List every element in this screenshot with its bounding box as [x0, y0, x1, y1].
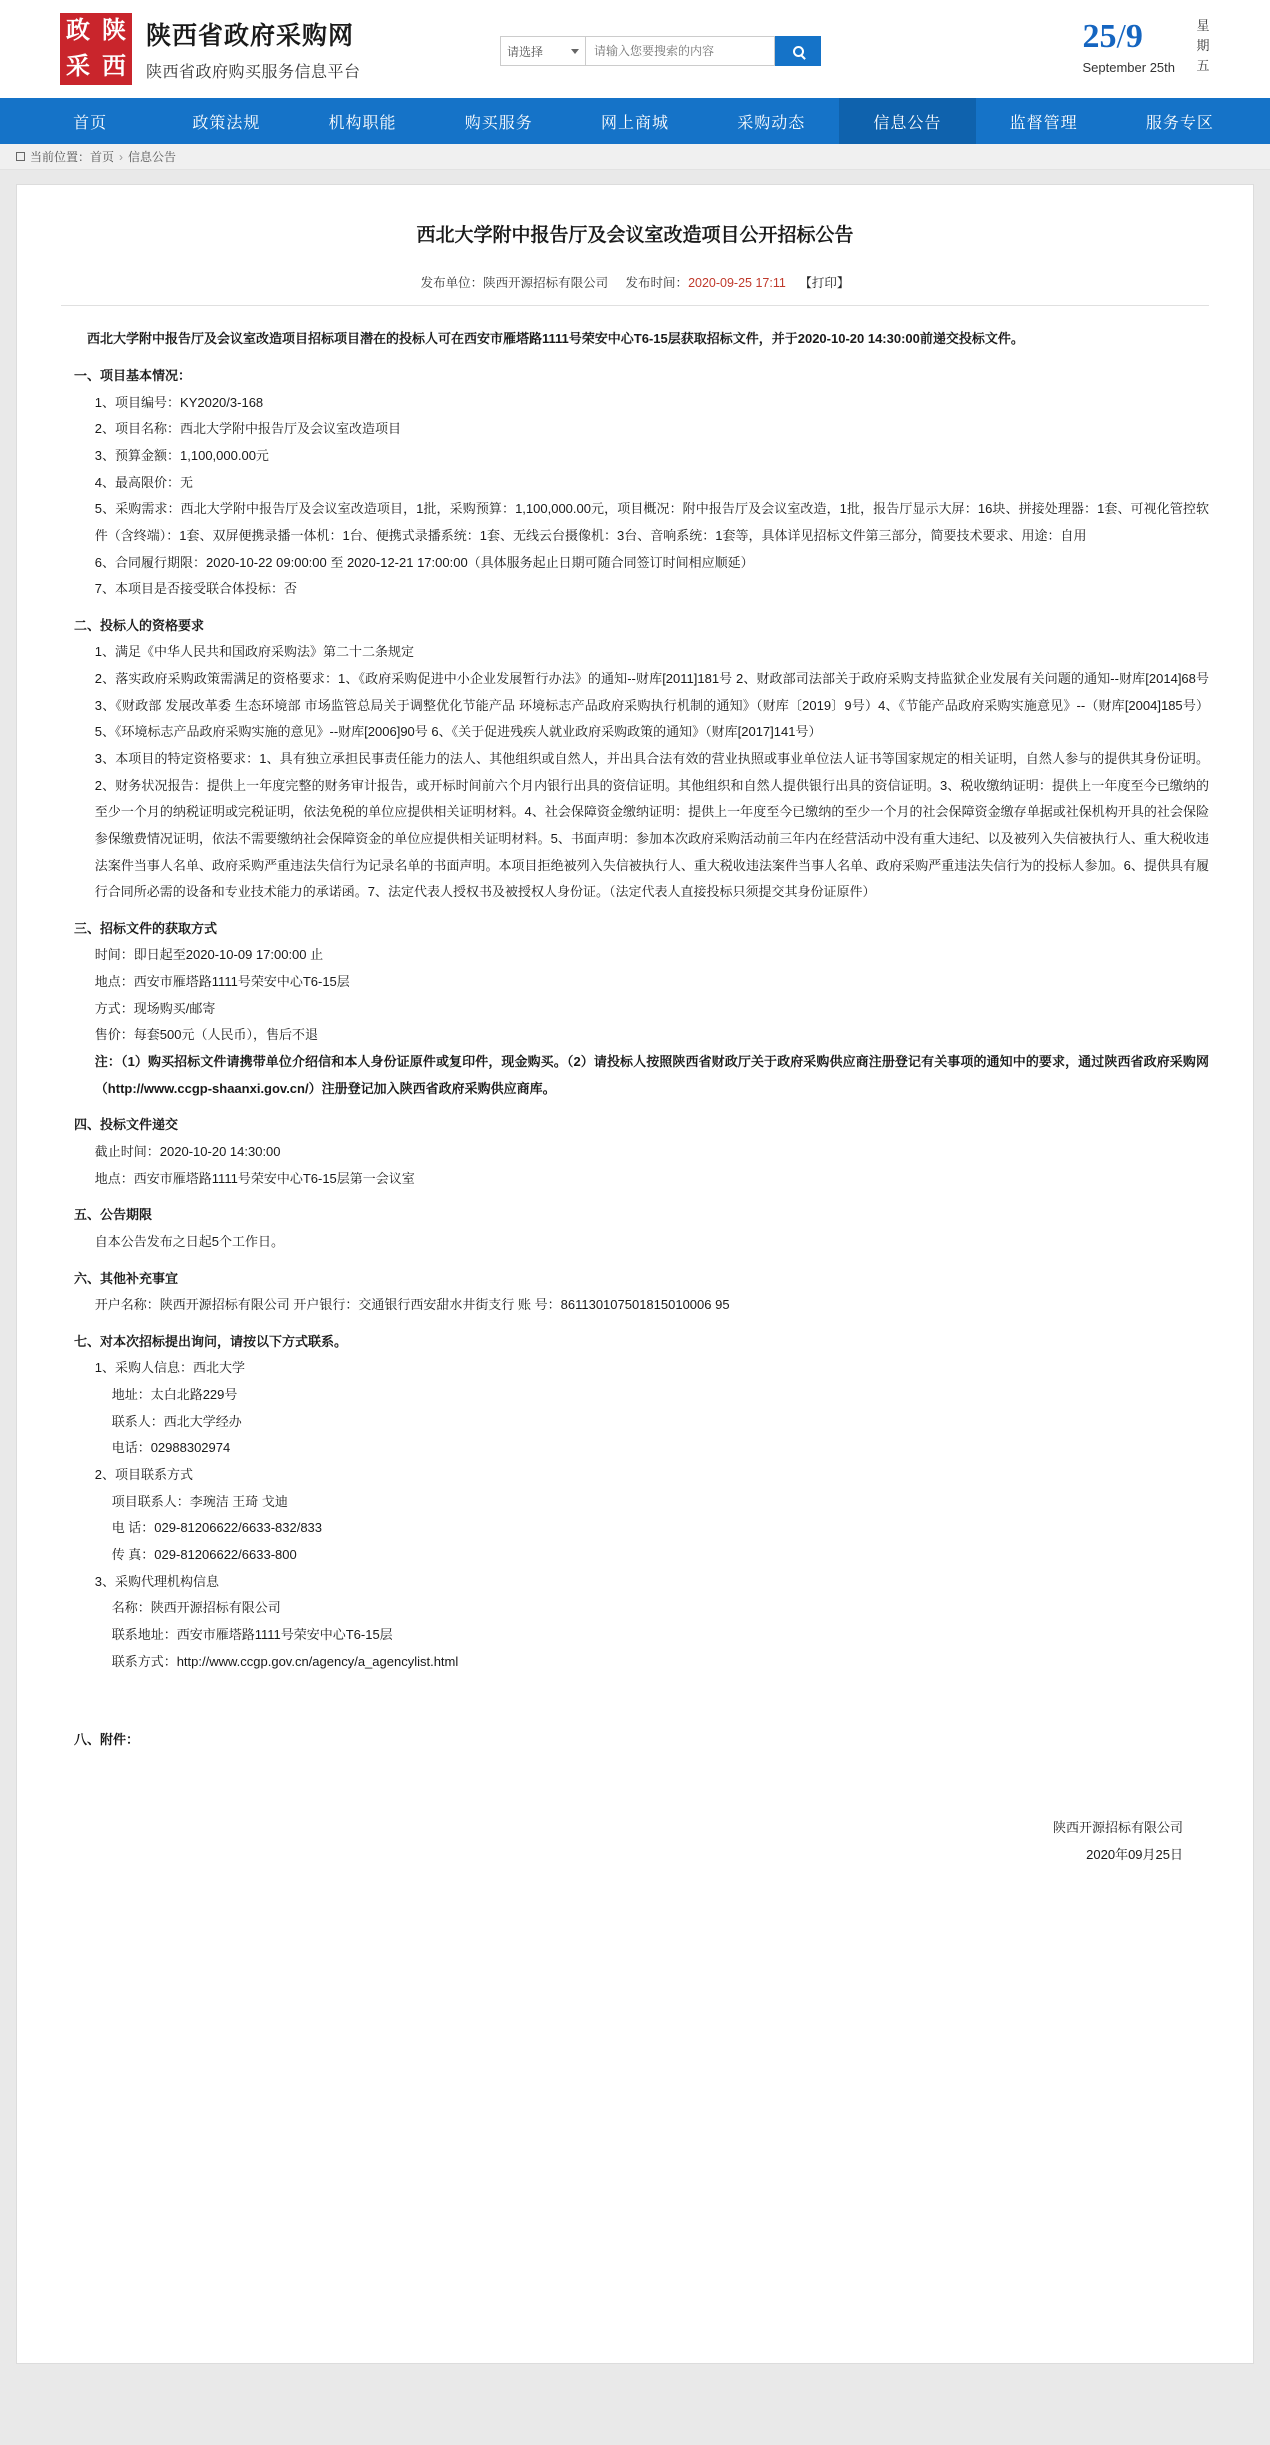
section-heading-5: 五、公告期限	[74, 1207, 153, 1223]
publisher-label: 发布单位：	[420, 276, 484, 291]
date-display	[1082, 20, 1175, 75]
section-2-item-3: 3、本项目的特定资格要求：1、具有独立承担民事责任能力的法人、其他组织或自然人，并出具合法有效的营业执照或事业单位法人证书等国家规定的相关证明，自然人参与的提供其身份证明。2、财务状况报告：提供上一年度完整的财务审计报告，或开标时间前六个月内银行出具的资信证明。其他组织和自然人提供银行出具的资信证明。3、税收缴纳证明：提供上一年度至今已缴纳的至少一个月的纳税证明或完税证明，依法免税的单位应提供相关证明材料。4、社会保障资金缴纳证明：提供上一年度至今已缴纳的至少一个月的社会保障资金缴存单据或社保机构开具的社会保险参保缴费情况证明，依法不需要缴纳社会保障资金的单位应提供相关证明材料。5、书面声明：参加本次政府采购活动前三年内在经营活动中没有重大违纪、以及被列入失信被执行人、重大税收违法案件当事人名单、政府采购严重违法失信行为记录名单的书面声明。本项目拒绝被列入失信被执行人、重大税收违法案件当事人名单、政府采购严重违法失信行为的投标人参加。6、提供具有履行合同所必需的设备和专业技术能力的承诺函。7、法定代表人授权书及被授权人身份证。（法定代表人直接投标只须提交其身份证原件）	[94, 751, 1209, 900]
breadcrumb-item-announcements[interactable]: 信息公告	[128, 150, 177, 164]
main-nav	[0, 98, 1270, 144]
nav-item-online-mall[interactable]: 网上商城	[600, 114, 669, 132]
site-subtitle: 陕西省政府购买服务信息平台	[146, 64, 361, 81]
section-3-item-3: 方式：现场购买/邮寄	[94, 1000, 216, 1016]
signature-date: 2020年09月25日	[1086, 1847, 1183, 1863]
page-title: 西北大学附中报告厅及会议室改造项目公开招标公告	[416, 225, 854, 246]
breadcrumb-separator: ›	[119, 149, 124, 164]
section-2-item-2: 2、落实政府采购政策需满足的资格要求：1、《政府采购促进中小企业发展暂行办法》的通知--财库[2011]181号 2、财政部司法部关于政府采购支持监狱企业发展有关问题的通知--财库[2014]68号 3、《财政部 发展改革委 生态环境部 市场监管总局关于调整优化节能产品 环境标志产品政府采购执行机制的通知》（财库〔2019〕9号）4、《节能产品政府采购实施意见》--（财库[2004]185号）5、《环境标志产品政府采购实施的意见》--财库[2006]90号 6、《关于促进残疾人就业政府采购政策的通知》（财库[2017]141号）	[94, 671, 1209, 740]
pub-time-value: 2020-09-25 17:11	[688, 276, 786, 291]
section-6-item-1: 开户名称：陕西开源招标有限公司 开户银行：交通银行西安甜水井街支行 账 号：861130107501815010006 95	[94, 1297, 730, 1313]
section-heading-7: 七、对本次招标提出询问，请按以下方式联系。	[74, 1333, 348, 1349]
nav-item-policy[interactable]: 政策法规	[192, 114, 261, 132]
search-category-value: 请选择	[507, 44, 544, 59]
section-4-item-2: 地点：西安市雁塔路1111号荣安中心T6-15层第一会议室	[94, 1170, 415, 1186]
search-input[interactable]	[585, 36, 775, 66]
site-header	[0, 0, 1270, 98]
logo-char-2: 陕	[102, 17, 126, 44]
doc-lead-paragraph: 西北大学附中报告厅及会议室改造项目招标项目潜在的投标人可在西安市雁塔路1111号荣安中心T6-15层获取招标文件，并于2020-10-20 14:30:00前递交投标文件。	[87, 331, 1024, 347]
weekday-label: 星期五	[1196, 18, 1210, 74]
section-3-note: 注：（1）购买招标文件请携带单位介绍信和本人身份证原件或复印件，现金购买。（2）请投标人按照陕西省财政厅关于政府采购供应商注册登记有关事项的通知中的要求，通过陕西省政府采购网（http://www.ccgp-shaanxi.gov.cn/）注册登记加入陕西省政府采购供应商库。	[94, 1054, 1209, 1096]
section-7-item-12: 联系方式：http://www.ccgp.gov.cn/agency/a_agencylist.html	[111, 1653, 459, 1669]
logo-char-3: 采	[66, 53, 90, 80]
site-logo[interactable]	[60, 13, 361, 85]
date-sub-line	[1082, 60, 1175, 75]
section-2-item-1: 1、满足《中华人民共和国政府采购法》第二十二条规定	[94, 644, 415, 660]
nav-item-news[interactable]: 采购动态	[737, 114, 806, 132]
section-1-item-4: 4、最高限价：无	[94, 474, 194, 490]
date-month-en: September	[1082, 60, 1147, 75]
date-day: 25	[1082, 18, 1117, 55]
section-7-item-8: 传 真：029-81206622/6633-800	[111, 1546, 297, 1562]
section-7-item-5: 2、项目联系方式	[94, 1467, 194, 1483]
doc-meta	[61, 273, 1209, 306]
nav-item-home[interactable]: 首页	[73, 114, 108, 132]
publisher-value: 陕西开源招标有限公司	[483, 276, 609, 291]
nav-item-service-zone[interactable]: 服务专区	[1145, 114, 1214, 132]
section-heading-6: 六、其他补充事宜	[74, 1270, 179, 1286]
signature-company: 陕西开源招标有限公司	[1052, 1819, 1183, 1835]
logo-mark-icon	[60, 13, 132, 85]
section-1-item-2: 2、项目名称：西北大学附中报告厅及会议室改造项目	[94, 421, 402, 437]
site-title-block	[146, 16, 361, 82]
section-1-item-3: 3、预算金额：1,100,000.00元	[94, 447, 269, 463]
section-1-item-1: 1、项目编号：KY2020/3-168	[94, 394, 264, 410]
section-heading-8: 八、附件：	[74, 1732, 140, 1748]
section-7-item-9: 3、采购代理机构信息	[94, 1573, 220, 1589]
section-7-item-10: 名称：陕西开源招标有限公司	[111, 1600, 281, 1616]
section-heading-2: 二、投标人的资格要求	[74, 617, 205, 633]
content-area	[0, 170, 1270, 2390]
site-title: 陕西省政府采购网	[146, 22, 355, 50]
section-1-item-7: 7、本项目是否接受联合体投标：否	[94, 581, 298, 597]
search-button[interactable]	[775, 36, 821, 66]
section-3-item-2: 地点：西安市雁塔路1111号荣安中心T6-15层	[94, 974, 350, 990]
section-5-item-1: 自本公告发布之日起5个工作日。	[94, 1233, 285, 1249]
section-1-item-5: 5、采购需求：西北大学附中报告厅及会议室改造项目，1批，采购预算：1,100,000.00元，项目概况：附中报告厅及会议室改造，1批，报告厅显示大屏：16块、拼接处理器：1套、可视化管控软件（含终端）：1套、双屏便携录播一体机：1台、便携式录播系统：1套、无线云台摄像机：3台、音响系统：1套等，具体详见招标文件第三部分，简要技术要求、用途：自用	[94, 501, 1209, 543]
logo-char-1: 政	[66, 17, 90, 44]
section-heading-3: 三、招标文件的获取方式	[74, 920, 218, 936]
nav-item-announcements[interactable]: 信息公告	[839, 98, 975, 144]
section-7-item-6: 项目联系人：李琬洁 王琦 戈迪	[111, 1493, 288, 1509]
section-7-item-7: 电 话：029-81206622/6633-832/833	[111, 1520, 323, 1536]
section-heading-4: 四、投标文件递交	[74, 1117, 179, 1133]
doc-signature	[61, 1814, 1209, 1869]
section-7-item-2: 地址：太白北路229号	[111, 1387, 238, 1403]
nav-item-functions[interactable]: 机构职能	[328, 114, 397, 132]
section-7-item-3: 联系人：西北大学经办	[111, 1413, 242, 1429]
pub-time-label: 发布时间：	[625, 276, 689, 291]
section-3-item-4: 售价：每套500元（人民币），售后不退	[94, 1027, 318, 1043]
search-icon	[793, 46, 804, 57]
chevron-down-icon	[571, 49, 579, 54]
nav-item-supervision[interactable]: 监督管理	[1009, 114, 1078, 132]
date-slash: /	[1116, 18, 1126, 55]
logo-char-4: 西	[102, 53, 126, 80]
section-1-item-6: 6、合同履行期限：2020-10-22 09:00:00 至 2020-12-21 17:00:00（具体服务起止日期可随合同签订时间相应顺延）	[94, 554, 754, 570]
search-bar	[500, 36, 821, 66]
section-7-item-1: 1、采购人信息：西北大学	[94, 1360, 246, 1376]
announcement-card	[16, 184, 1254, 2364]
breadcrumb-item-home[interactable]: 首页	[90, 150, 115, 164]
section-4-item-1: 截止时间：2020-10-20 14:30:00	[94, 1143, 281, 1159]
section-3-item-1: 时间：即日起至2020-10-09 17:00:00 止	[94, 947, 324, 963]
breadcrumb-prefix: 当前位置：	[30, 150, 91, 164]
section-7-item-11: 联系地址：西安市雁塔路1111号荣安中心T6-15层	[111, 1626, 393, 1642]
date-month-num: 9	[1125, 18, 1143, 55]
date-day-en: 25th	[1149, 60, 1175, 75]
breadcrumb	[0, 144, 1270, 170]
section-7-item-4: 电话：02988302974	[111, 1440, 231, 1456]
doc-body	[61, 326, 1209, 1868]
date-main-line	[1082, 20, 1175, 54]
nav-item-purchase-service[interactable]: 购买服务	[464, 114, 533, 132]
home-icon	[16, 152, 25, 161]
print-button[interactable]: 【打印】	[799, 276, 850, 291]
section-heading-1: 一、项目基本情况：	[74, 368, 192, 384]
search-category-select[interactable]	[500, 36, 585, 66]
